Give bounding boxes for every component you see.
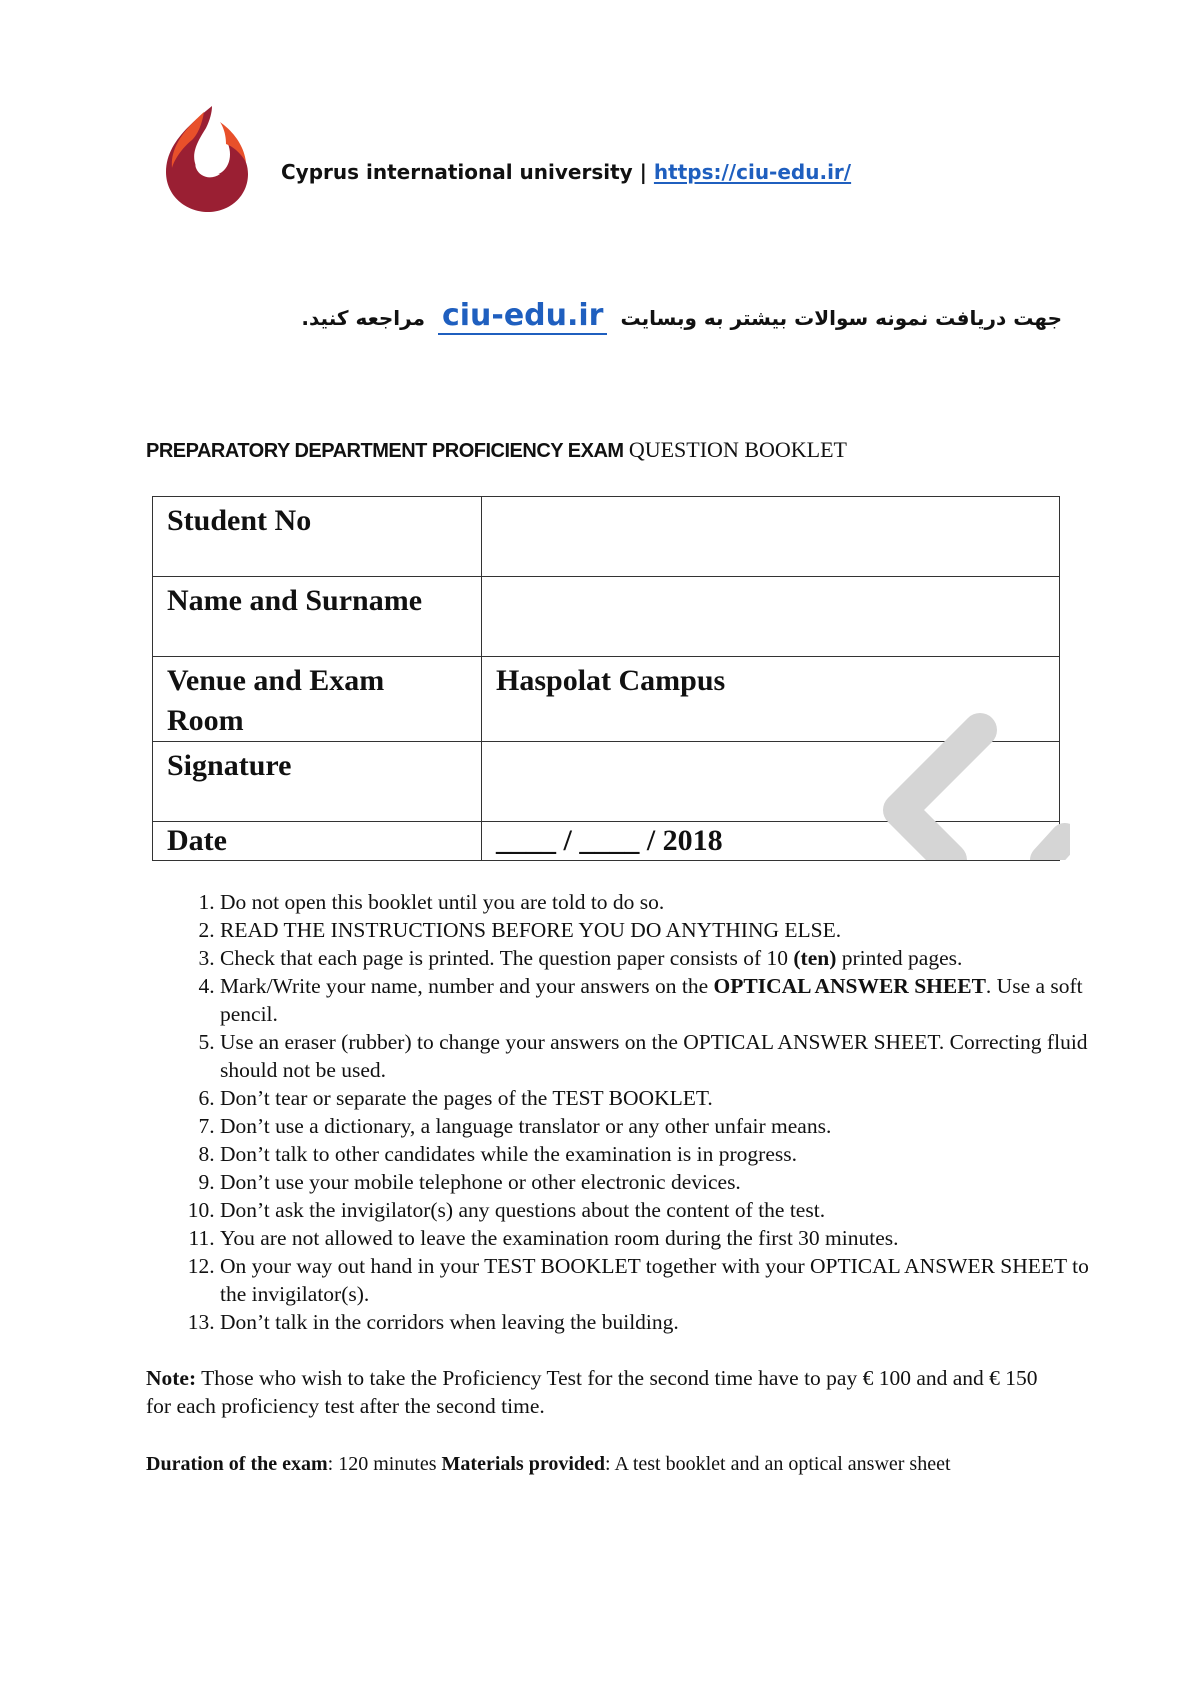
list-item — [220, 1028, 1120, 1084]
instruction-10: Don’t ask the invigilator(s) any questions about the content of the test. — [220, 1198, 826, 1222]
instruction-13: Don’t talk in the corridors when leaving the building. — [220, 1310, 679, 1334]
instruction-3-post: printed pages. — [841, 946, 963, 970]
instruction-6: Don’t tear or separate the pages of the TEST BOOKLET. — [220, 1086, 713, 1110]
materials-value: : A test booklet and an optical answer sheet — [605, 1453, 951, 1475]
list-item — [220, 916, 1120, 944]
flame-logo-icon — [160, 102, 256, 214]
list-item — [220, 944, 1120, 972]
university-logo — [160, 102, 256, 214]
date-value: ____ / ____ / 2018 — [482, 822, 1060, 861]
checkmark-watermark-icon — [860, 710, 1070, 860]
name-surname-label: Name and Surname — [153, 577, 482, 657]
instruction-3-bold: (ten) — [793, 946, 837, 970]
table-row — [153, 577, 1060, 657]
list-item — [220, 1252, 1120, 1308]
instruction-3-pre: Check that each page is printed. The question paper consists of 10 — [220, 946, 789, 970]
list-item — [220, 1308, 1120, 1336]
list-item — [220, 972, 1120, 1028]
instruction-8: Don’t talk to other candidates while the examination is in progress. — [220, 1142, 797, 1166]
list-item — [220, 1112, 1120, 1140]
title-regular: QUESTION BOOKLET — [628, 437, 847, 462]
student-no-value — [482, 497, 1060, 577]
table-row — [153, 497, 1060, 577]
booklet-title — [146, 437, 847, 463]
fee-note — [146, 1364, 1066, 1420]
name-surname-value — [482, 577, 1060, 657]
instruction-7: Don’t use a dictionary, a language translator or any other unfair means. — [220, 1114, 832, 1138]
exam-info — [146, 1450, 1086, 1478]
signature-label: Signature — [153, 742, 482, 822]
instruction-4-post: . Use a soft pencil. — [220, 974, 1083, 1026]
list-item — [220, 888, 1120, 916]
list-item — [220, 1224, 1120, 1252]
instruction-5: Use an eraser (rubber) to change your answers on the OPTICAL ANSWER SHEET. Correcting fluid should not be used. — [220, 1030, 1088, 1082]
venue-room-label: Venue and Exam Room — [153, 657, 482, 742]
instruction-2: READ THE INSTRUCTIONS BEFORE YOU DO ANYTHING ELSE. — [220, 918, 842, 942]
duration-label: Duration of the exam — [146, 1453, 328, 1475]
list-item — [220, 1140, 1120, 1168]
student-no-label: Student No — [153, 497, 482, 577]
promo-line — [301, 298, 1062, 333]
instruction-9: Don’t use your mobile telephone or other electronic devices. — [220, 1170, 741, 1194]
instruction-4-pre: Mark/Write your name, number and your answers on the — [220, 974, 709, 998]
note-label: Note: — [146, 1366, 197, 1390]
instruction-11: You are not allowed to leave the examination room during the first 30 minutes. — [220, 1226, 899, 1250]
promo-text-after: مراجعه کنید. — [301, 306, 425, 330]
duration-value: : 120 minutes — [327, 1453, 437, 1475]
university-link[interactable]: https://ciu-edu.ir/ — [653, 160, 852, 184]
promo-site-link[interactable]: ciu-edu.ir — [438, 298, 608, 335]
note-text: Those who wish to take the Proficiency Test for the second time have to pay € 100 and and € 150 for each proficiency test after the second time. — [146, 1366, 1038, 1418]
title-bold: PREPARATORY DEPARTMENT PROFICIENCY EXAM — [146, 440, 624, 462]
list-item — [220, 1168, 1120, 1196]
venue-room-value: Haspolat Campus — [482, 657, 1060, 742]
university-header — [281, 160, 851, 184]
list-item — [220, 1084, 1120, 1112]
materials-label: Materials provided — [441, 1453, 606, 1475]
instruction-1: Do not open this booklet until you are told to do so. — [220, 890, 665, 914]
instruction-12: On your way out hand in your TEST BOOKLET together with your OPTICAL ANSWER SHEET to the invigilator(s). — [220, 1254, 1089, 1306]
date-label: Date — [153, 822, 482, 861]
university-name: Cyprus international university | — [281, 160, 647, 184]
instructions-list — [168, 888, 1120, 1336]
list-item — [220, 1196, 1120, 1224]
promo-text-before: جهت دریافت نمونه سوالات بیشتر به وبسایت — [620, 306, 1062, 330]
instruction-4-bold: OPTICAL ANSWER SHEET — [713, 974, 986, 998]
